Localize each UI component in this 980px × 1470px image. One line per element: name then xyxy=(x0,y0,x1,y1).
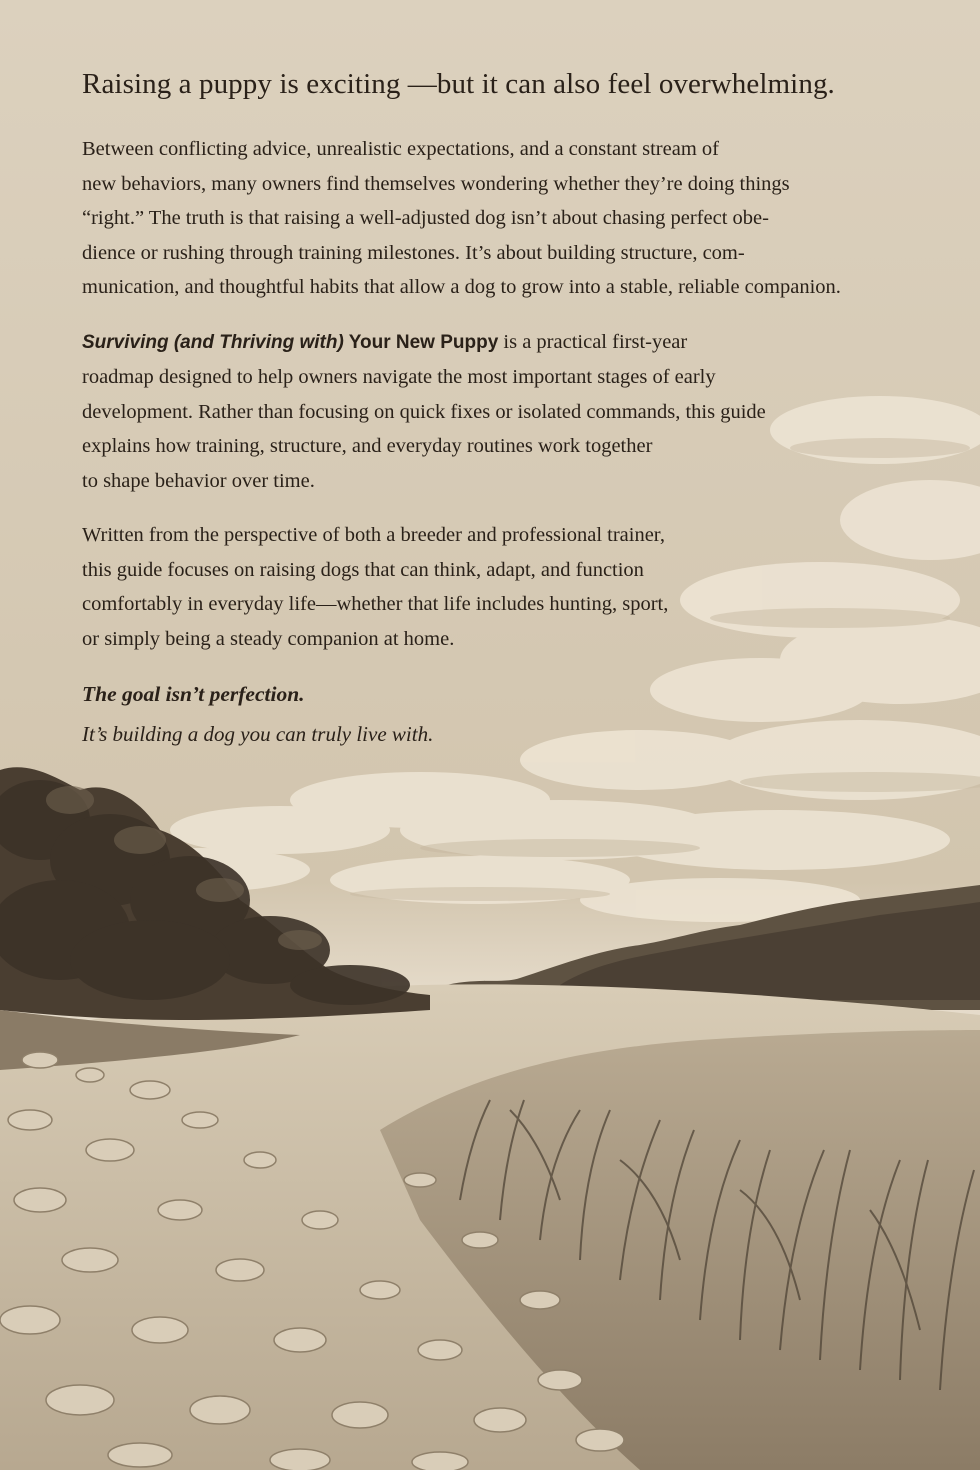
book-title-rest: Your New Puppy xyxy=(343,331,499,353)
intro-line: dience or rushing through training milestones. It’s about building structure, com- xyxy=(82,241,745,264)
perspective-paragraph xyxy=(82,518,962,656)
book-title-italic: Surviving (and Thriving with) xyxy=(82,331,344,353)
roadmap-first-line xyxy=(82,325,962,361)
intro-line: “right.” The truth is that raising a well-adjusted dog isn’t about chasing perfect obe- xyxy=(82,207,769,229)
perspective-line: this guide focuses on raising dogs that can think, adapt, and function xyxy=(82,558,644,581)
book-title xyxy=(82,332,498,353)
goal-statement: The goal isn’t perfection. xyxy=(82,682,305,706)
intro-line: Between conflicting advice, unrealistic expectations, and a constant stream of xyxy=(82,138,719,160)
perspective-line: comfortably in everyday life—whether that life includes hunting, sport, xyxy=(82,593,669,615)
roadmap-line: explains how training, structure, and everyday routines work together xyxy=(82,435,653,457)
roadmap-paragraph xyxy=(82,325,962,499)
tagline: It’s building a dog you can truly live with. xyxy=(82,722,434,746)
headline: Raising a puppy is exciting —but it can also feel overwhelming. xyxy=(82,68,835,100)
intro-line: new behaviors, many owners find themselves wondering whether they’re doing things xyxy=(82,172,790,195)
perspective-line: or simply being a steady companion at home. xyxy=(82,627,455,650)
intro-line: munication, and thoughtful habits that allow a dog to grow into a stable, reliable companion. xyxy=(82,276,841,298)
roadmap-line: development. Rather than focusing on quick fixes or isolated commands, this guide xyxy=(82,400,766,423)
article-text xyxy=(82,64,962,752)
roadmap-line: roadmap designed to help owners navigate the most important stages of early xyxy=(82,366,716,388)
perspective-line: Written from the perspective of both a breeder and professional trainer, xyxy=(82,524,665,546)
intro-paragraph xyxy=(82,132,962,305)
roadmap-first-line-text: is a practical first-year xyxy=(498,330,688,353)
roadmap-line: to shape behavior over time. xyxy=(82,469,315,492)
